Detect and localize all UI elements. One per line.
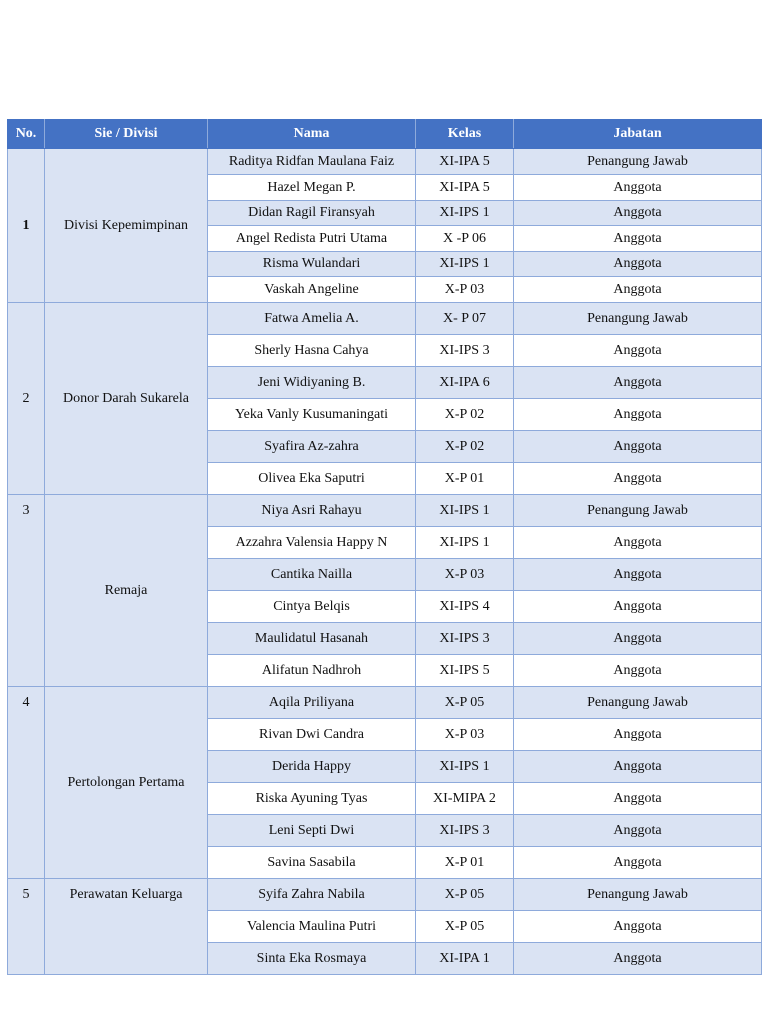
member-role-cell: Anggota bbox=[514, 367, 762, 399]
table-row bbox=[8, 149, 762, 175]
member-name-cell: Angel Redista Putri Utama bbox=[208, 226, 416, 252]
group-number-cell: 1 bbox=[8, 149, 45, 303]
division-name-cell: Remaja bbox=[45, 495, 208, 687]
group-number-cell: 5 bbox=[8, 879, 45, 975]
member-role-cell: Penangung Jawab bbox=[514, 687, 762, 719]
member-class-cell: X-P 03 bbox=[416, 719, 514, 751]
member-role-cell: Penangung Jawab bbox=[514, 879, 762, 911]
header-jabatan: Jabatan bbox=[514, 120, 762, 149]
member-name-cell: Riska Ayuning Tyas bbox=[208, 783, 416, 815]
member-class-cell: XI-IPS 1 bbox=[416, 495, 514, 527]
member-name-cell: Yeka Vanly Kusumaningati bbox=[208, 399, 416, 431]
group-number-cell: 2 bbox=[8, 303, 45, 495]
division-name-cell: Donor Darah Sukarela bbox=[45, 303, 208, 495]
member-role-cell: Anggota bbox=[514, 719, 762, 751]
header-no: No. bbox=[8, 120, 45, 149]
group-number-cell: 4 bbox=[8, 687, 45, 879]
table-row bbox=[8, 879, 762, 911]
division-name-cell: Pertolongan Pertama bbox=[45, 687, 208, 879]
member-name-cell: Olivea Eka Saputri bbox=[208, 463, 416, 495]
member-class-cell: XI-IPS 1 bbox=[416, 252, 514, 277]
member-name-cell: Maulidatul Hasanah bbox=[208, 623, 416, 655]
table-row bbox=[8, 495, 762, 527]
member-class-cell: XI-IPS 1 bbox=[416, 527, 514, 559]
member-role-cell: Anggota bbox=[514, 175, 762, 201]
member-class-cell: XI-IPA 5 bbox=[416, 175, 514, 201]
member-name-cell: Alifatun Nadhroh bbox=[208, 655, 416, 687]
member-class-cell: XI-IPS 5 bbox=[416, 655, 514, 687]
member-name-cell: Aqila Priliyana bbox=[208, 687, 416, 719]
table-row bbox=[8, 687, 762, 719]
division-name-cell: Perawatan Keluarga bbox=[45, 879, 208, 975]
member-role-cell: Penangung Jawab bbox=[514, 303, 762, 335]
member-class-cell: XI-IPS 3 bbox=[416, 815, 514, 847]
table-row bbox=[8, 303, 762, 335]
division-name-cell: Divisi Kepemimpinan bbox=[45, 149, 208, 303]
member-name-cell: Sherly Hasna Cahya bbox=[208, 335, 416, 367]
member-name-cell: Vaskah Angeline bbox=[208, 277, 416, 303]
member-role-cell: Anggota bbox=[514, 431, 762, 463]
member-class-cell: X-P 01 bbox=[416, 463, 514, 495]
table-header-row bbox=[8, 120, 762, 149]
member-class-cell: X-P 05 bbox=[416, 879, 514, 911]
member-class-cell: X-P 02 bbox=[416, 399, 514, 431]
member-class-cell: X-P 05 bbox=[416, 687, 514, 719]
header-kelas: Kelas bbox=[416, 120, 514, 149]
member-class-cell: XI-IPS 4 bbox=[416, 591, 514, 623]
member-class-cell: XI-IPS 1 bbox=[416, 201, 514, 226]
member-name-cell: Fatwa Amelia A. bbox=[208, 303, 416, 335]
header-divisi: Sie / Divisi bbox=[45, 120, 208, 149]
member-class-cell: X-P 01 bbox=[416, 847, 514, 879]
member-role-cell: Anggota bbox=[514, 527, 762, 559]
member-role-cell: Anggota bbox=[514, 226, 762, 252]
member-name-cell: Rivan Dwi Candra bbox=[208, 719, 416, 751]
member-class-cell: XI-MIPA 2 bbox=[416, 783, 514, 815]
member-name-cell: Leni Septi Dwi bbox=[208, 815, 416, 847]
member-name-cell: Niya Asri Rahayu bbox=[208, 495, 416, 527]
header-nama: Nama bbox=[208, 120, 416, 149]
member-class-cell: X-P 02 bbox=[416, 431, 514, 463]
member-class-cell: X-P 05 bbox=[416, 911, 514, 943]
member-name-cell: Azzahra Valensia Happy N bbox=[208, 527, 416, 559]
member-class-cell: XI-IPA 1 bbox=[416, 943, 514, 975]
member-role-cell: Anggota bbox=[514, 463, 762, 495]
member-name-cell: Cintya Belqis bbox=[208, 591, 416, 623]
member-class-cell: XI-IPA 6 bbox=[416, 367, 514, 399]
member-class-cell: X-P 03 bbox=[416, 277, 514, 303]
member-role-cell: Anggota bbox=[514, 623, 762, 655]
member-role-cell: Penangung Jawab bbox=[514, 149, 762, 175]
member-name-cell: Sinta Eka Rosmaya bbox=[208, 943, 416, 975]
member-name-cell: Derida Happy bbox=[208, 751, 416, 783]
group-number-cell: 3 bbox=[8, 495, 45, 687]
member-role-cell: Anggota bbox=[514, 943, 762, 975]
member-role-cell: Anggota bbox=[514, 751, 762, 783]
member-name-cell: Valencia Maulina Putri bbox=[208, 911, 416, 943]
member-name-cell: Risma Wulandari bbox=[208, 252, 416, 277]
member-role-cell: Penangung Jawab bbox=[514, 495, 762, 527]
member-role-cell: Anggota bbox=[514, 591, 762, 623]
member-class-cell: XI-IPS 1 bbox=[416, 751, 514, 783]
member-name-cell: Savina Sasabila bbox=[208, 847, 416, 879]
member-role-cell: Anggota bbox=[514, 335, 762, 367]
member-name-cell: Hazel Megan P. bbox=[208, 175, 416, 201]
member-class-cell: X -P 06 bbox=[416, 226, 514, 252]
member-name-cell: Cantika Nailla bbox=[208, 559, 416, 591]
member-role-cell: Anggota bbox=[514, 201, 762, 226]
member-role-cell: Anggota bbox=[514, 783, 762, 815]
member-role-cell: Anggota bbox=[514, 399, 762, 431]
member-role-cell: Anggota bbox=[514, 847, 762, 879]
member-role-cell: Anggota bbox=[514, 655, 762, 687]
member-class-cell: X-P 03 bbox=[416, 559, 514, 591]
member-role-cell: Anggota bbox=[514, 815, 762, 847]
member-role-cell: Anggota bbox=[514, 559, 762, 591]
member-name-cell: Syafira Az-zahra bbox=[208, 431, 416, 463]
table-body bbox=[8, 149, 762, 975]
member-class-cell: XI-IPS 3 bbox=[416, 623, 514, 655]
member-role-cell: Anggota bbox=[514, 911, 762, 943]
member-name-cell: Jeni Widiyaning B. bbox=[208, 367, 416, 399]
member-class-cell: XI-IPS 3 bbox=[416, 335, 514, 367]
member-role-cell: Anggota bbox=[514, 252, 762, 277]
member-name-cell: Didan Ragil Firansyah bbox=[208, 201, 416, 226]
member-class-cell: X- P 07 bbox=[416, 303, 514, 335]
member-role-cell: Anggota bbox=[514, 277, 762, 303]
member-name-cell: Raditya Ridfan Maulana Faiz bbox=[208, 149, 416, 175]
member-class-cell: XI-IPA 5 bbox=[416, 149, 514, 175]
division-roster-table bbox=[7, 119, 762, 975]
member-name-cell: Syifa Zahra Nabila bbox=[208, 879, 416, 911]
